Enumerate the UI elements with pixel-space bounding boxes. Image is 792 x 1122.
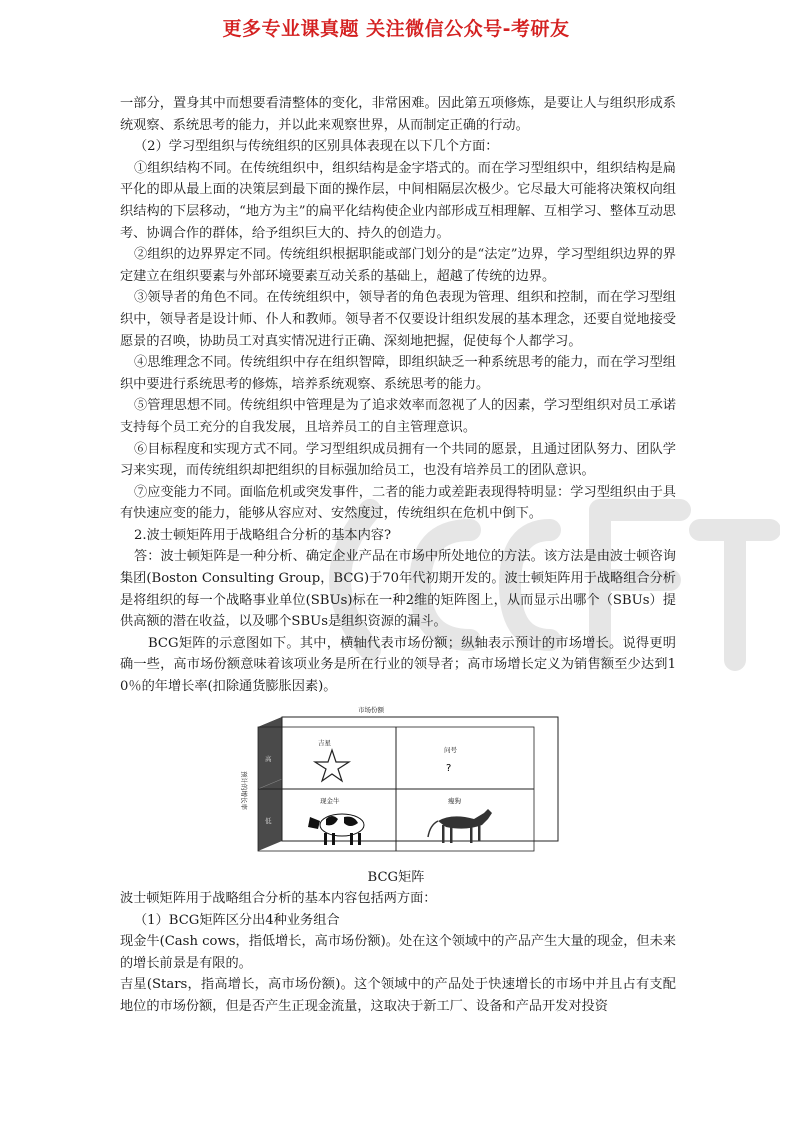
body-text-top <box>120 93 676 698</box>
paragraph: 吉星(Stars，指高增长，高市场份额)。这个领域中的产品处于快速增长的市场中并且占有支配地位的市场份额，但是否产生正现金流量，这取决于新工厂、设备和产品开发对投资 <box>120 977 676 1014</box>
paragraph: ②组织的边界界定不同。传统组织根据职能或部门划分的是“法定”边界，学习型组织边界的界定建立在组织要素与外部环境要素互动关系的基础上，超越了传统的边界。 <box>120 247 676 284</box>
dogs-label: 瘦狗 <box>448 797 461 805</box>
paragraph: ④思维理念不同。传统组织中存在组织智障，即组织缺乏一种系统思考的能力，而在学习型组织中要进行系统思考的修炼，培养系统观察、系统思考的能力。 <box>120 355 676 392</box>
paragraph: ⑤管理思想不同。传统组织中管理是为了追求效率而忽视了人的因素，学习型组织对员工承诺支持每个员工充分的自我发展，且培养员工的自主管理意识。 <box>120 398 676 435</box>
paragraph: 答：波士顿矩阵是一种分析、确定企业产品在市场中所处地位的方法。该方法是由波士顿咨询集团(Boston Consulting Group，BCG)于70年代初期开发的。波士顿矩阵用于战略组合分析是将组织的每一个战略事业单位(SBUs)标在一种2维的矩阵图上，从而显示出哪个（SBUs）提供高额的潜在收益，以及哪个SBUs是组织资源的漏斗。 <box>120 549 676 630</box>
market-share-label: 市场份额 <box>358 706 384 714</box>
paragraph: ⑦应变能力不同。面临危机或突发事件，二者的能力或差距表现得特明显：学习型组织由于具有快速应变的能力，能够从容应对、安然度过，传统组织在危机中倒下。 <box>120 484 676 522</box>
growth-rate-label: 预计的增长率 <box>240 771 248 810</box>
paragraph: ①组织结构不同。在传统组织中，组织结构是金字塔式的。而在学习型组织中，组织结构是扁平化的即从最上面的决策层到最下面的操作层，中间相隔层次极少。它尽最大可能将决策权向组织结构的下层移动，“地方为主”的扁平化结构使企业内部形成互相理解、互相学习、整体互动思考、协调合作的群体，给予组织巨大的、持久的创造力。 <box>120 160 676 241</box>
paragraph: 一部分，置身其中而想要看清整体的变化，非常困难。因此第五项修炼，是要让人与组织形成系统观察、系统思考的能力，并以此来观察世界，从而制定正确的行动。 <box>120 96 676 133</box>
paragraph: ③领导者的角色不同。在传统组织中，领导者的角色表现为管理、组织和控制，而在学习型组织中，领导者是设计师、仆人和教师。领导者不仅要设计组织发展的基本理念，还要自觉地接受愿景的召唤，协助员工对真实情况进行正确、深刻地把握，促使每个人都学习。 <box>120 290 676 349</box>
paragraph: 现金牛(Cash cows，指低增长，高市场份额)。处在这个领域中的产品产生大量的现金，但未来的增长前景是有限的。 <box>120 934 676 971</box>
high-side-label: 高 <box>265 755 272 763</box>
question-marks-label: 问号 <box>444 746 457 754</box>
cash-cows-label: 现金牛 <box>320 797 340 805</box>
figure-caption: BCG矩阵 <box>367 870 425 885</box>
stars-label: 吉星 <box>318 739 331 747</box>
paragraph: ⑥目标程度和实现方式不同。学习型组织成员拥有一个共同的愿景，且通过团队努力、团队学习来实现，而传统组织却把组织的目标强加给员工，也没有培养员工的团队意识。 <box>120 441 676 479</box>
bcg-matrix-figure <box>238 703 564 863</box>
body-text-bottom <box>120 888 676 1018</box>
question-heading: 2.波士顿矩阵用于战略组合分析的基本内容? <box>134 527 392 543</box>
paragraph: （2）学习型组织与传统组织的区别具体表现在以下几个方面： <box>134 139 499 155</box>
paragraph: 波士顿矩阵用于战略组合分析的基本内容包括两方面： <box>120 891 437 906</box>
section-heading: （1）BCG矩阵区分出4种业务组合 <box>134 912 340 928</box>
page-header-banner: 更多专业课真题 关注微信公众号-考研友 <box>222 18 570 40</box>
low-side-label: 低 <box>265 817 272 825</box>
question-icon: ? <box>446 763 452 774</box>
paragraph: BCG矩阵的示意图如下。其中，横轴代表市场份额；纵轴表示预计的市场增长。说得更明确一些，高市场份额意味着该项业务是所在行业的领导者；高市场增长定义为销售额至少达到10％的年增长率(扣除通货膨胀因素)。 <box>120 635 676 695</box>
